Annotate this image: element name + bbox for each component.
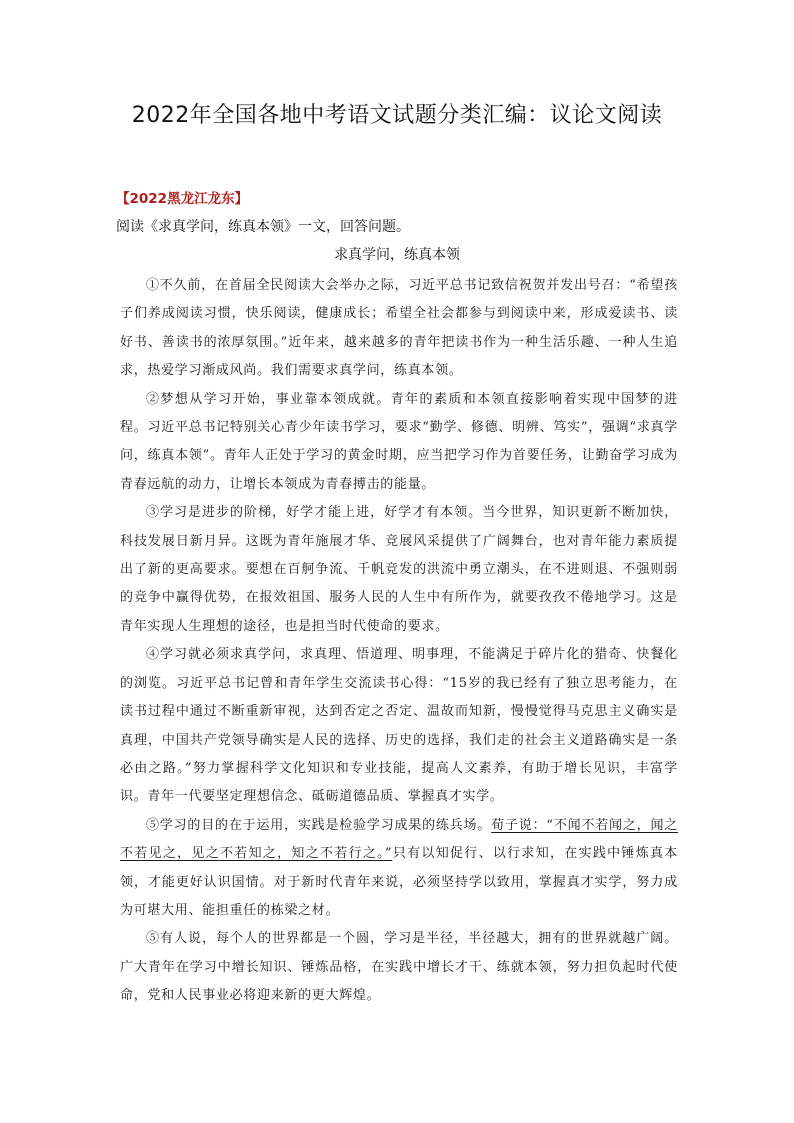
article-title: 求真学问，练真本领	[334, 247, 460, 263]
paragraph-5	[120, 812, 678, 926]
article-body	[120, 272, 678, 1011]
paragraph-6: ⑤有人说，每个人的世界都是一个圆，学习是半径，半径越大，拥有的世界就越广阔。广大青年在学习中增长知识、锤炼品格，在实践中增长才干、练就本领，努力担负起时代使命，党和人民事业必将迎来新的更大辉煌。	[120, 931, 678, 1004]
paragraph-4: ④学习就必须求真学问，求真理、悟道理、明事理，不能满足于碎片化的猎奇、快餐化的浏览。习近平总书记曾和青年学生交流读书心得：“15岁的我已经有了独立思考能力，在读书过程中通过不断重新审视，达到否定之否定、温故而知新，慢慢觉得马克思主义确实是真理，中国共产党领导确实是人民的选择、历史的选择，我们走的社会主义道路确实是一条必由之路。”努力掌握科学文化知识和专业技能，提高人文素养，有助于增长见识，丰富学识。青年一代要坚定理想信念、砥砺道德品质、掌握真才实学。	[120, 647, 678, 805]
underlined-quote: 荀子说：“不闻不若闻之，闻之不若见之，见之不若知之，知之不若行之。”	[120, 817, 678, 862]
source-tag: 【2022黑龙江龙东】	[116, 191, 249, 207]
reading-instruction: 阅读《求真学问，练真本领》一文，回答问题。	[116, 219, 410, 235]
paragraph-3: ③学习是进步的阶梯，好学才能上进，好学才有本领。当今世界，知识更新不断加快，科技发展日新月异。这既为青年施展才华、竞展风采提供了广阔舞台，也对青年能力素质提出了新的更高要求。要想在百舸争流、千帆竞发的洪流中勇立潮头，在不进则退、不强则弱的竞争中赢得优势，在报效祖国、服务人民的人生中有所作为，就要孜孜不倦地学习。这是青年实现人生理想的途径，也是担当时代使命的要求。	[120, 505, 678, 634]
paragraph-5-rest: 只有以知促行、以行求知，在实践中锤炼真本领，才能更好认识国情。对于新时代青年来说，必须坚持学以致用，掌握真才实学，努力成为可堪大用、能担重任的栋梁之材。	[120, 846, 678, 918]
paragraph-2: ②梦想从学习开始，事业靠本领成就。青年的素质和本领直接影响着实现中国梦的进程。习近平总书记特别关心青少年读书学习，要求“勤学、修德、明辨、笃实”，强调“求真学问，练真本领”。青年人正处于学习的黄金时期，应当把学习作为首要任务，让勤奋学习成为青春远航的动力，让增长本领成为青春搏击的能量。	[120, 391, 678, 492]
document-title: 2022年全国各地中考语文试题分类汇编：议论文阅读	[131, 103, 663, 128]
paragraph-5-lead: ⑤学习的目的在于运用，实践是检验学习成果的练兵场。	[146, 817, 492, 833]
paragraph-1: ①不久前，在首届全民阅读大会举办之际，习近平总书记致信祝贺并发出号召：“希望孩子们养成阅读习惯，快乐阅读，健康成长；希望全社会都参与到阅读中来，形成爱读书、读好书、善读书的浓厚氛围。”近年来，越来越多的青年把读书作为一种生活乐趣、一种人生追求，热爱学习渐成风尚。我们需要求真学问，练真本领。	[120, 278, 678, 379]
